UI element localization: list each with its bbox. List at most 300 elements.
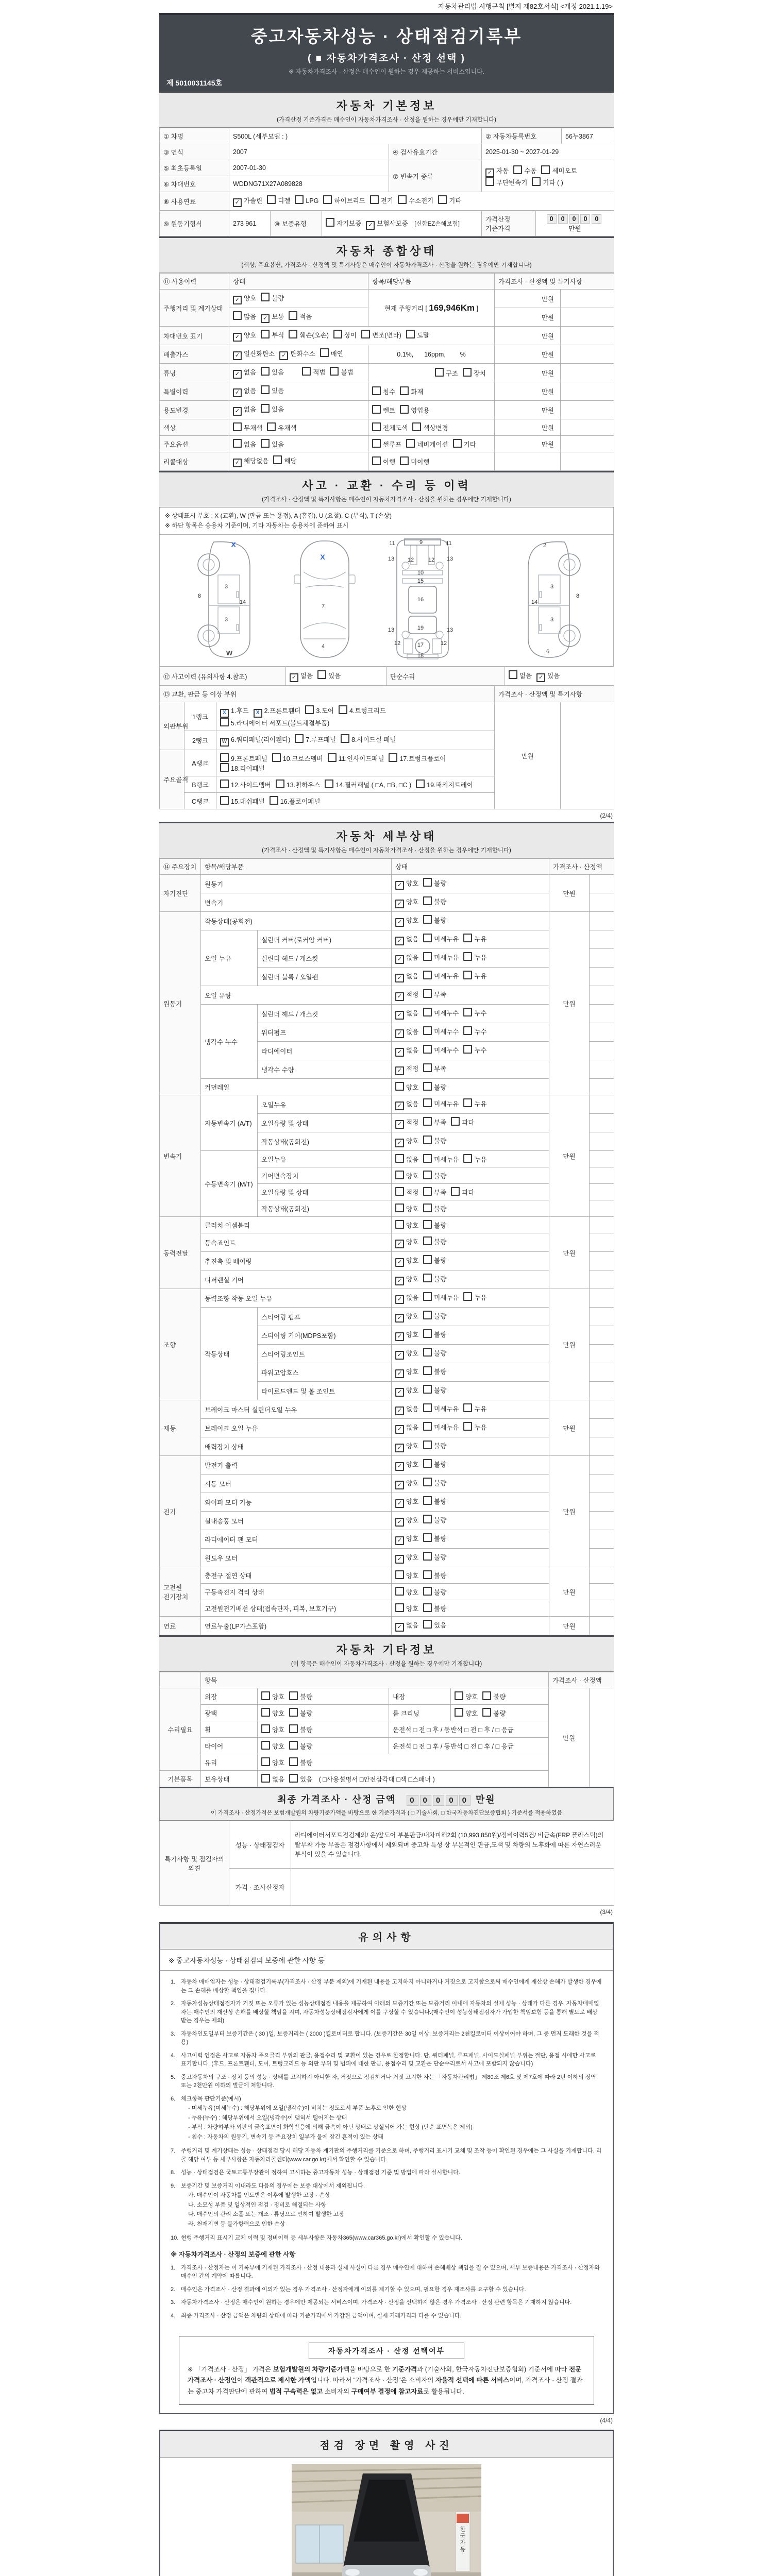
checkbox-option[interactable] xyxy=(423,1387,446,1394)
checkbox[interactable] xyxy=(361,330,370,338)
checkbox[interactable] xyxy=(333,330,342,338)
checkbox[interactable] xyxy=(423,1136,432,1144)
remark-cell[interactable] xyxy=(590,1475,614,1493)
checkbox[interactable] xyxy=(395,1204,404,1212)
checkbox[interactable] xyxy=(423,1348,432,1357)
checkbox-option[interactable] xyxy=(423,1173,446,1180)
checkbox[interactable]: ✓ xyxy=(536,673,545,682)
checkbox[interactable]: ✓ xyxy=(395,1518,404,1527)
checkbox-option[interactable] xyxy=(395,1461,418,1468)
checkbox-option[interactable] xyxy=(406,441,448,448)
checkbox[interactable] xyxy=(233,439,242,448)
checkbox-option[interactable] xyxy=(272,755,323,762)
remark-cell[interactable] xyxy=(590,930,614,949)
checkbox[interactable] xyxy=(325,779,333,788)
checkbox[interactable] xyxy=(451,1117,460,1126)
remark-cell[interactable] xyxy=(590,1252,614,1270)
checkbox[interactable] xyxy=(400,386,409,395)
checkbox-option[interactable] xyxy=(423,1350,446,1357)
checkbox[interactable] xyxy=(423,1008,432,1016)
remark-cell[interactable] xyxy=(590,1617,614,1635)
checkbox-option[interactable] xyxy=(395,1605,418,1613)
checkbox[interactable]: ✓ xyxy=(395,918,404,927)
checkbox[interactable]: ✓ xyxy=(395,1066,404,1075)
checkbox[interactable] xyxy=(295,195,304,204)
checkbox-option[interactable] xyxy=(276,782,321,789)
remark-cell[interactable] xyxy=(590,893,614,912)
remark-cell[interactable] xyxy=(590,912,614,930)
remark-cell[interactable] xyxy=(590,1493,614,1512)
checkbox-option[interactable] xyxy=(295,197,318,205)
checkbox[interactable] xyxy=(261,1757,270,1766)
checkbox[interactable] xyxy=(423,1459,432,1468)
checkbox[interactable] xyxy=(451,1187,460,1196)
checkbox[interactable]: ✓ xyxy=(395,1481,404,1489)
checkbox[interactable] xyxy=(261,1774,270,1783)
checkbox-option[interactable] xyxy=(233,332,256,339)
checkbox-option[interactable] xyxy=(220,720,329,727)
checkbox-option[interactable] xyxy=(395,1084,418,1091)
checkbox-option[interactable] xyxy=(395,1065,418,1073)
remark-cell[interactable] xyxy=(590,1600,614,1617)
checkbox-option[interactable] xyxy=(451,1189,474,1196)
checkbox-option[interactable] xyxy=(372,459,395,466)
checkbox-option[interactable] xyxy=(455,1710,478,1717)
checkbox[interactable]: ✓ xyxy=(395,992,404,1001)
checkbox[interactable] xyxy=(423,1026,432,1035)
checkbox[interactable] xyxy=(372,439,381,448)
checkbox[interactable] xyxy=(423,971,432,979)
remark-cell[interactable] xyxy=(590,1326,614,1345)
checkbox[interactable] xyxy=(261,367,270,376)
checkbox[interactable] xyxy=(261,385,270,394)
checkbox-option[interactable] xyxy=(423,1239,446,1246)
remark-cell[interactable] xyxy=(590,1233,614,1252)
checkbox-option[interactable] xyxy=(395,1119,418,1126)
checkbox-option[interactable] xyxy=(395,1047,418,1054)
checkbox-option[interactable] xyxy=(361,332,401,339)
remark-cell[interactable] xyxy=(561,364,614,382)
checkbox-option[interactable] xyxy=(273,457,296,465)
checkbox[interactable] xyxy=(423,989,432,998)
checkbox[interactable]: ✓ xyxy=(233,407,242,416)
remark-cell[interactable] xyxy=(590,968,614,986)
checkbox-option[interactable] xyxy=(233,197,262,205)
checkbox[interactable] xyxy=(463,1045,472,1054)
checkbox-option[interactable] xyxy=(423,1028,459,1036)
checkbox-option[interactable] xyxy=(395,1405,418,1413)
checkbox-option[interactable] xyxy=(333,332,357,339)
checkbox[interactable] xyxy=(372,405,381,414)
checkbox[interactable] xyxy=(220,753,229,762)
checkbox[interactable] xyxy=(395,1154,404,1163)
checkbox[interactable]: ✓ xyxy=(233,296,242,304)
checkbox[interactable]: ✓ xyxy=(395,955,404,964)
checkbox[interactable] xyxy=(423,1045,432,1054)
checkbox-option[interactable] xyxy=(395,1554,418,1561)
checkbox[interactable] xyxy=(423,1204,432,1212)
checkbox-option[interactable] xyxy=(395,973,418,980)
checkbox-option[interactable] xyxy=(267,197,290,205)
checkbox[interactable] xyxy=(330,367,339,376)
checkbox[interactable]: ✓ xyxy=(395,1499,404,1508)
checkbox-option[interactable] xyxy=(261,295,284,302)
checkbox-option[interactable] xyxy=(412,425,448,432)
checkbox-option[interactable] xyxy=(400,459,429,466)
checkbox-option[interactable] xyxy=(406,332,429,339)
checkbox-option[interactable] xyxy=(423,954,459,961)
remark-cell[interactable] xyxy=(590,1060,614,1079)
checkbox-option[interactable] xyxy=(366,220,408,227)
checkbox[interactable]: ✓ xyxy=(290,673,298,682)
checkbox[interactable]: ✓ xyxy=(395,1425,404,1434)
checkbox-option[interactable] xyxy=(455,1693,478,1701)
checkbox-option[interactable] xyxy=(423,936,459,943)
checkbox-option[interactable] xyxy=(323,197,365,205)
checkbox[interactable] xyxy=(372,422,381,431)
checkbox-option[interactable] xyxy=(400,407,429,414)
remark-cell[interactable] xyxy=(561,702,614,809)
checkbox-option[interactable] xyxy=(536,672,560,680)
checkbox-option[interactable] xyxy=(423,1622,446,1629)
checkbox[interactable] xyxy=(289,1724,298,1733)
checkbox-option[interactable] xyxy=(261,369,284,376)
checkbox-option[interactable] xyxy=(509,672,532,680)
remark-cell[interactable] xyxy=(590,1584,614,1600)
checkbox[interactable] xyxy=(289,1708,298,1717)
checkbox-option[interactable] xyxy=(463,1294,486,1301)
checkbox-option[interactable] xyxy=(423,880,446,887)
checkbox[interactable] xyxy=(463,1422,472,1431)
checkbox[interactable] xyxy=(233,422,242,431)
remark-cell[interactable] xyxy=(561,308,614,327)
checkbox[interactable] xyxy=(541,165,550,174)
checkbox[interactable]: ✓ xyxy=(233,459,242,467)
checkbox-option[interactable] xyxy=(233,457,268,465)
checkbox-option[interactable] xyxy=(372,441,401,448)
checkbox-option[interactable] xyxy=(423,899,446,906)
remark-cell[interactable] xyxy=(561,382,614,401)
checkbox[interactable] xyxy=(261,439,270,448)
checkbox[interactable] xyxy=(276,779,284,788)
checkbox-option[interactable] xyxy=(395,936,418,943)
remark-cell[interactable] xyxy=(590,1079,614,1095)
checkbox[interactable] xyxy=(272,753,281,762)
checkbox[interactable] xyxy=(423,1220,432,1229)
checkbox[interactable]: ✓ xyxy=(395,1351,404,1360)
remark-cell[interactable] xyxy=(590,986,614,1005)
checkbox-option[interactable] xyxy=(326,220,361,227)
checkbox[interactable] xyxy=(406,330,415,338)
checkbox-option[interactable] xyxy=(372,407,395,414)
checkbox[interactable]: ✓ xyxy=(395,1258,404,1267)
checkbox[interactable] xyxy=(423,1515,432,1523)
checkbox-option[interactable] xyxy=(395,880,418,887)
remark-cell[interactable] xyxy=(590,1042,614,1060)
checkbox[interactable] xyxy=(423,1171,432,1179)
checkbox-option[interactable] xyxy=(233,295,256,302)
checkbox[interactable] xyxy=(261,293,270,301)
checkbox-option[interactable] xyxy=(233,425,262,432)
checkbox[interactable]: ✓ xyxy=(279,351,288,360)
checkbox-option[interactable] xyxy=(423,1554,446,1561)
checkbox-option[interactable] xyxy=(295,736,336,743)
checkbox-option[interactable] xyxy=(261,313,284,320)
checkbox-option[interactable] xyxy=(395,1010,418,1017)
checkbox-option[interactable] xyxy=(423,991,446,998)
checkbox-option[interactable] xyxy=(485,167,509,175)
checkbox-option[interactable] xyxy=(395,1498,418,1505)
remark-cell[interactable] xyxy=(590,1167,614,1184)
checkbox-option[interactable] xyxy=(453,441,476,448)
checkbox-option[interactable] xyxy=(395,954,418,961)
checkbox-option[interactable] xyxy=(423,1480,446,1487)
remark-cell[interactable] xyxy=(590,875,614,893)
checkbox[interactable]: ✓ xyxy=(395,900,404,908)
checkbox[interactable] xyxy=(261,1724,270,1733)
checkbox[interactable] xyxy=(339,705,347,714)
checkbox-option[interactable] xyxy=(423,1156,459,1163)
checkbox[interactable] xyxy=(463,368,472,377)
checkbox[interactable] xyxy=(423,1187,432,1196)
checkbox[interactable] xyxy=(485,177,494,186)
checkbox-option[interactable] xyxy=(423,1294,459,1301)
remark-cell[interactable] xyxy=(561,452,614,471)
checkbox[interactable]: ✓ xyxy=(233,370,242,379)
checkbox-option[interactable] xyxy=(220,755,267,762)
checkbox[interactable] xyxy=(295,734,304,743)
checkbox[interactable]: ✓ xyxy=(485,168,494,177)
checkbox-option[interactable] xyxy=(400,388,423,396)
checkbox-option[interactable] xyxy=(395,1443,418,1450)
checkbox-option[interactable] xyxy=(423,1206,446,1213)
checkbox[interactable]: ✓ xyxy=(395,937,404,945)
checkbox-option[interactable] xyxy=(423,973,459,980)
checkbox[interactable] xyxy=(423,1154,432,1163)
remark-cell[interactable] xyxy=(561,327,614,345)
checkbox-option[interactable] xyxy=(451,1119,474,1126)
checkbox[interactable] xyxy=(423,1117,432,1126)
checkbox[interactable] xyxy=(261,1708,270,1717)
remark-cell[interactable] xyxy=(590,1345,614,1363)
checkbox-option[interactable] xyxy=(438,197,461,205)
checkbox[interactable] xyxy=(395,1171,404,1179)
remark-cell[interactable] xyxy=(590,1023,614,1042)
checkbox-option[interactable] xyxy=(320,350,343,358)
checkbox[interactable] xyxy=(423,1255,432,1264)
checkbox-option[interactable] xyxy=(289,332,329,339)
remark-cell[interactable] xyxy=(590,1270,614,1289)
checkbox[interactable] xyxy=(423,878,432,887)
checkbox-option[interactable] xyxy=(267,425,296,432)
remark-cell[interactable] xyxy=(590,1419,614,1437)
checkbox-option[interactable] xyxy=(423,1065,446,1073)
checkbox[interactable]: X xyxy=(254,709,262,718)
checkbox[interactable] xyxy=(389,753,397,762)
checkbox[interactable] xyxy=(423,934,432,942)
remark-cell[interactable] xyxy=(590,1308,614,1326)
checkbox-option[interactable] xyxy=(482,1693,506,1701)
checkbox-option[interactable] xyxy=(541,167,577,175)
checkbox-option[interactable] xyxy=(261,1776,284,1783)
checkbox[interactable] xyxy=(323,195,332,204)
checkbox[interactable] xyxy=(423,1292,432,1301)
checkbox[interactable] xyxy=(289,1757,298,1766)
checkbox-option[interactable] xyxy=(463,1156,486,1163)
checkbox-option[interactable] xyxy=(395,1222,418,1229)
checkbox[interactable]: ✓ xyxy=(395,1444,404,1452)
checkbox-option[interactable] xyxy=(395,1173,418,1180)
remark-cell[interactable] xyxy=(561,419,614,436)
checkbox-option[interactable] xyxy=(279,350,315,358)
checkbox[interactable] xyxy=(423,915,432,924)
checkbox-option[interactable] xyxy=(423,1222,446,1229)
checkbox[interactable]: ✓ xyxy=(395,1277,404,1285)
remark-cell[interactable] xyxy=(561,290,614,308)
checkbox[interactable] xyxy=(463,1292,472,1301)
checkbox-option[interactable] xyxy=(220,798,265,805)
checkbox-option[interactable] xyxy=(423,1535,446,1543)
checkbox-option[interactable] xyxy=(289,1743,312,1750)
checkbox[interactable]: ✓ xyxy=(261,314,270,323)
checkbox[interactable] xyxy=(328,753,337,762)
checkbox[interactable] xyxy=(261,1691,270,1700)
checkbox[interactable] xyxy=(455,1691,463,1700)
checkbox[interactable]: ✓ xyxy=(395,974,404,982)
checkbox[interactable] xyxy=(395,1187,404,1196)
checkbox-option[interactable] xyxy=(395,1368,418,1376)
checkbox-option[interactable] xyxy=(463,1047,486,1054)
checkbox-option[interactable] xyxy=(416,782,473,789)
checkbox[interactable] xyxy=(289,1774,298,1783)
checkbox-option[interactable] xyxy=(389,755,446,762)
checkbox[interactable] xyxy=(270,796,278,805)
checkbox-option[interactable] xyxy=(395,991,418,998)
checkbox[interactable] xyxy=(273,455,282,464)
checkbox-option[interactable] xyxy=(532,179,563,187)
checkbox[interactable] xyxy=(423,1587,432,1596)
checkbox[interactable] xyxy=(395,1220,404,1229)
checkbox-option[interactable] xyxy=(317,672,341,680)
checkbox-option[interactable] xyxy=(325,782,411,789)
remark-cell[interactable] xyxy=(590,1400,614,1419)
checkbox-option[interactable] xyxy=(395,1424,418,1431)
checkbox[interactable]: ✓ xyxy=(395,1029,404,1038)
checkbox-option[interactable] xyxy=(463,954,486,961)
checkbox[interactable]: ✓ xyxy=(366,221,375,230)
checkbox-option[interactable] xyxy=(341,736,396,743)
checkbox[interactable]: ✓ xyxy=(233,351,242,360)
checkbox-option[interactable] xyxy=(463,1424,486,1431)
checkbox[interactable] xyxy=(406,439,415,448)
checkbox[interactable] xyxy=(423,1366,432,1375)
checkbox[interactable] xyxy=(400,456,409,465)
checkbox[interactable] xyxy=(395,1587,404,1596)
checkbox[interactable]: ✓ xyxy=(395,1332,404,1341)
checkbox-option[interactable] xyxy=(233,406,256,413)
checkbox[interactable] xyxy=(233,311,242,320)
checkbox[interactable]: ✓ xyxy=(395,881,404,890)
checkbox[interactable] xyxy=(305,705,314,714)
checkbox[interactable]: ✓ xyxy=(395,1369,404,1378)
checkbox-option[interactable] xyxy=(289,1776,312,1783)
checkbox[interactable] xyxy=(482,1708,491,1717)
checkbox-option[interactable] xyxy=(423,1257,446,1264)
checkbox-option[interactable] xyxy=(233,313,256,320)
checkbox[interactable] xyxy=(372,456,381,465)
checkbox-option[interactable] xyxy=(220,707,249,715)
checkbox[interactable] xyxy=(532,177,541,186)
checkbox-option[interactable] xyxy=(395,1156,418,1163)
checkbox-option[interactable] xyxy=(423,1276,446,1283)
checkbox[interactable] xyxy=(398,195,407,204)
remark-cell[interactable] xyxy=(590,1289,614,1308)
checkbox[interactable]: X xyxy=(220,709,229,718)
checkbox-option[interactable] xyxy=(423,1443,446,1450)
checkbox-option[interactable] xyxy=(261,406,284,413)
checkbox-option[interactable] xyxy=(289,1693,312,1701)
remark-cell[interactable] xyxy=(590,1217,614,1233)
checkbox-option[interactable] xyxy=(463,1028,486,1036)
checkbox[interactable] xyxy=(395,1570,404,1579)
checkbox-option[interactable] xyxy=(395,917,418,924)
checkbox[interactable] xyxy=(423,1570,432,1579)
checkbox-option[interactable] xyxy=(261,1743,284,1750)
checkbox-option[interactable] xyxy=(463,1405,486,1413)
checkbox-option[interactable] xyxy=(395,1589,418,1596)
checkbox[interactable] xyxy=(463,1026,472,1035)
checkbox[interactable] xyxy=(423,896,432,905)
checkbox-option[interactable] xyxy=(423,1047,459,1054)
checkbox-option[interactable] xyxy=(395,1276,418,1283)
checkbox[interactable] xyxy=(317,670,326,679)
remark-cell[interactable] xyxy=(590,1688,614,1787)
checkbox[interactable] xyxy=(463,971,472,979)
checkbox[interactable] xyxy=(320,348,329,357)
checkbox[interactable] xyxy=(289,1741,298,1750)
checkbox-option[interactable] xyxy=(463,370,486,377)
checkbox[interactable]: ✓ xyxy=(395,1388,404,1397)
checkbox-option[interactable] xyxy=(395,899,418,906)
checkbox[interactable] xyxy=(395,1082,404,1091)
remark-cell[interactable] xyxy=(590,1184,614,1200)
checkbox[interactable] xyxy=(463,1098,472,1107)
checkbox-option[interactable] xyxy=(513,167,536,175)
checkbox-option[interactable] xyxy=(233,441,256,448)
checkbox-option[interactable] xyxy=(423,1517,446,1524)
checkbox[interactable] xyxy=(423,1478,432,1486)
checkbox[interactable] xyxy=(423,1603,432,1612)
checkbox-option[interactable] xyxy=(395,1257,418,1264)
checkbox[interactable] xyxy=(289,330,297,338)
checkbox[interactable] xyxy=(423,1403,432,1412)
checkbox-option[interactable] xyxy=(270,798,321,805)
checkbox-option[interactable] xyxy=(423,1119,446,1126)
checkbox-option[interactable] xyxy=(339,707,386,715)
checkbox-option[interactable] xyxy=(302,369,325,376)
checkbox-option[interactable] xyxy=(289,1710,312,1717)
checkbox-option[interactable] xyxy=(423,1424,459,1431)
checkbox[interactable] xyxy=(423,952,432,961)
checkbox-option[interactable] xyxy=(423,1010,459,1017)
checkbox-option[interactable] xyxy=(290,672,313,680)
remark-cell[interactable] xyxy=(590,1005,614,1023)
checkbox[interactable] xyxy=(423,1063,432,1072)
checkbox-option[interactable] xyxy=(482,1710,506,1717)
checkbox-option[interactable] xyxy=(423,1589,446,1596)
checkbox[interactable]: ✓ xyxy=(233,333,242,342)
checkbox[interactable] xyxy=(302,367,311,376)
